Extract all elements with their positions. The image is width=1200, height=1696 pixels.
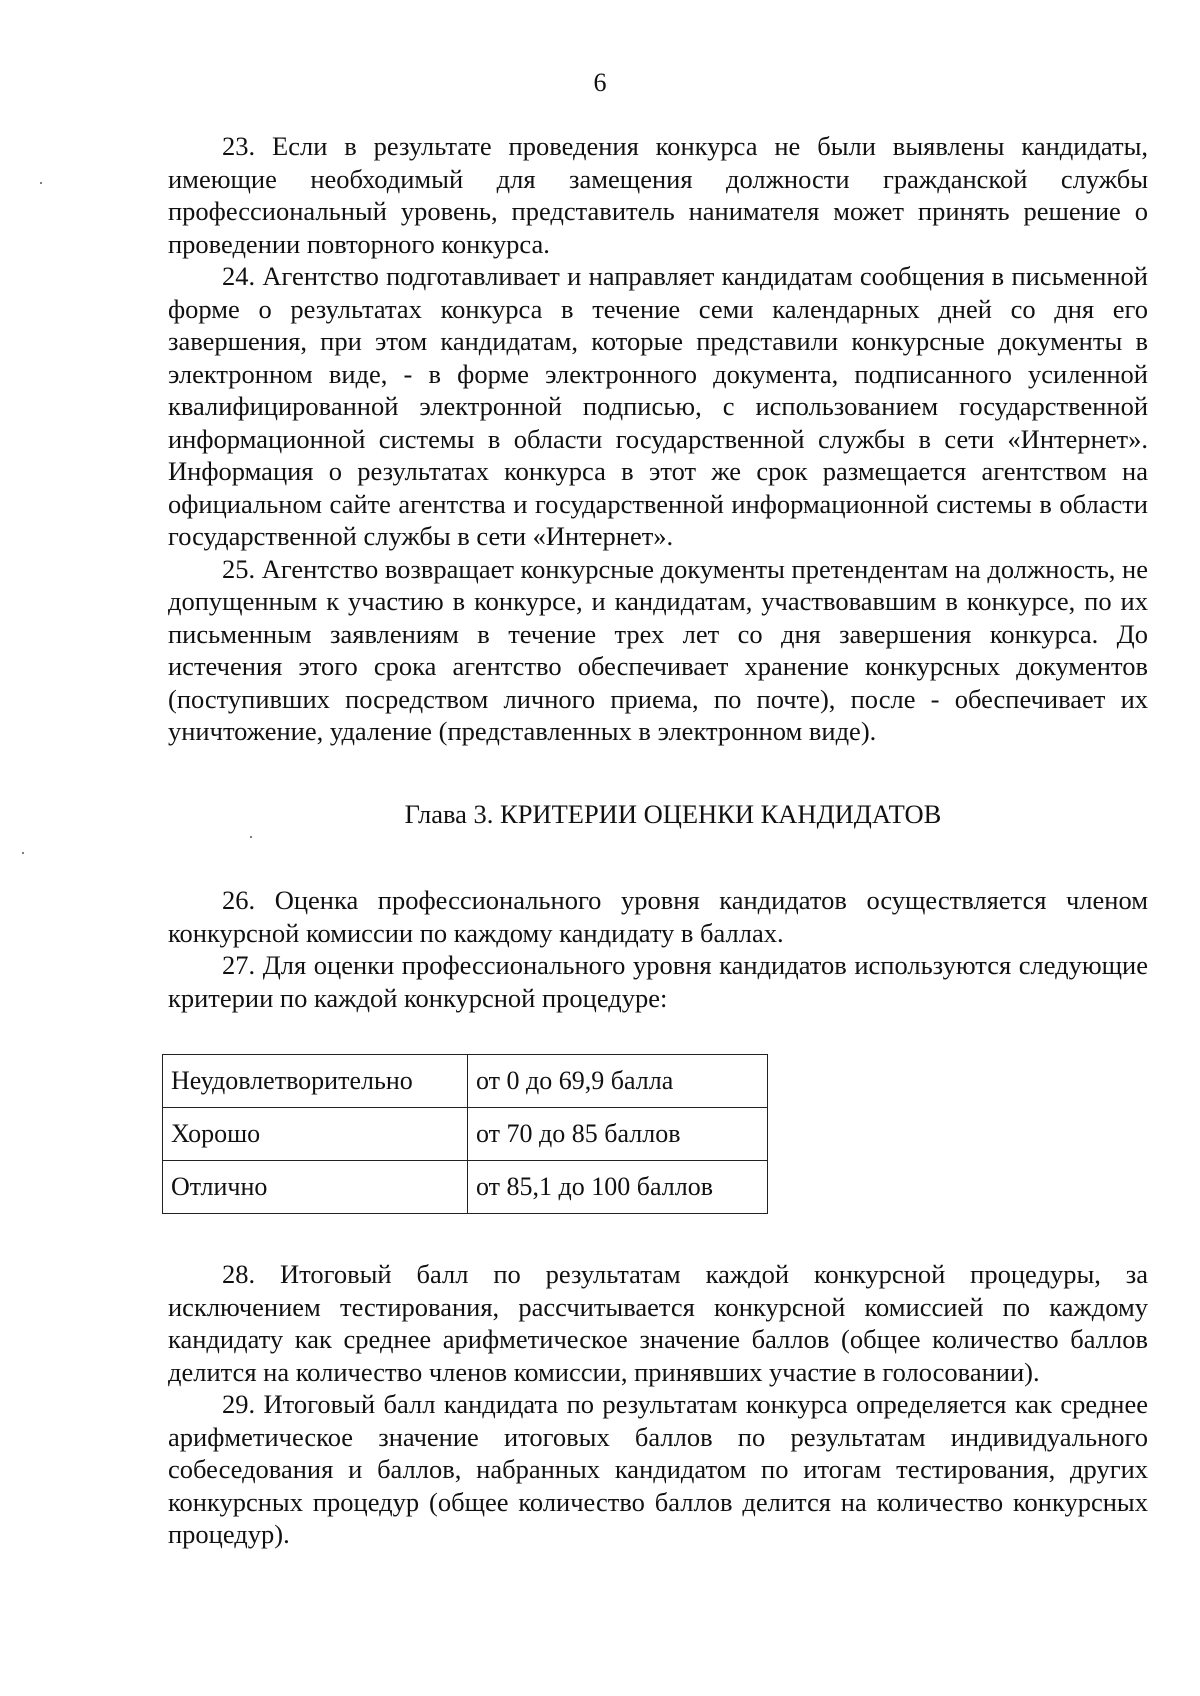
table-row — [163, 1055, 768, 1108]
paragraph-26: 26. Оценка профессионального уровня кандидатов осуществляется членом конкурсной комиссии по каждому кандидату в баллах. — [168, 885, 1148, 948]
scan-speck — [250, 836, 252, 838]
table-row — [163, 1161, 768, 1214]
table-row — [163, 1108, 768, 1161]
criteria-rating-cell: Хорошо — [163, 1108, 468, 1161]
criteria-rating-cell: Неудовлетворительно — [163, 1055, 468, 1108]
paragraph-29: 29. Итоговый балл кандидата по результатам конкурса определяется как среднее арифметическое значение итоговых баллов по результатам индивидуального собеседования и баллов, набранных кандидатом по итогам тестирования, других конкурсных процедур (общее количество баллов делится на количество конкурсных процедур). — [168, 1389, 1148, 1549]
paragraph-23: 23. Если в результате проведения конкурса не были выявлены кандидаты, имеющие необходимый для замещения должности гражданской службы профессиональный уровень, представитель нанимателя может принять решение о проведении повторного конкурса. — [168, 131, 1148, 259]
criteria-range-cell: от 0 до 69,9 балла — [468, 1055, 768, 1108]
criteria-table — [162, 1054, 768, 1214]
scan-speck — [40, 182, 42, 184]
page-number: 6 — [593, 68, 607, 97]
scan-speck — [22, 852, 24, 854]
paragraph-28: 28. Итоговый балл по результатам каждой конкурсной процедуры, за исключением тестирования, рассчитывается конкурсной комиссией по каждому кандидату как среднее арифметическое значение баллов (общее количество баллов делится на количество членов комиссии, принявших участие в голосовании). — [168, 1259, 1148, 1387]
paragraph-27: 27. Для оценки профессионального уровня кандидатов используются следующие критерии по каждой конкурсной процедуре: — [168, 950, 1148, 1013]
document-body — [168, 130, 1148, 1551]
paragraph-25: 25. Агентство возвращает конкурсные документы претендентам на должность, не допущенным к участию в конкурсе, и кандидатам, участвовавшим в конкурсе, по их письменным заявлениям в течение трех лет со дня завершения конкурса. До истечения этого срока агентство обеспечивает хранение конкурсных документов (поступивших посредством личного приема, по почте), после - обеспечивает их уничтожение, удаление (представленных в электронном виде). — [168, 553, 1148, 746]
chapter-heading: Глава 3. КРИТЕРИИ ОЦЕНКИ КАНДИДАТОВ — [404, 798, 942, 829]
criteria-range-cell: от 85,1 до 100 баллов — [468, 1161, 768, 1214]
criteria-rating-cell: Отлично — [163, 1161, 468, 1214]
criteria-range-cell: от 70 до 85 баллов — [468, 1108, 768, 1161]
paragraph-24: 24. Агентство подготавливает и направляет кандидатам сообщения в письменной форме о результатах конкурса в течение семи календарных дней со дня его завершения, при этом кандидатам, которые представили конкурсные документы в электронном виде, - в форме электронного документа, подписанного усиленной квалифицированной электронной подписью, с использованием государственной информационной системы в области государственной службы в сети «Интернет». Информация о результатах конкурса в этот же срок размещается агентством на официальном сайте агентства и государственной информационной системы в области государственной службы в сети «Интернет». — [168, 261, 1148, 551]
